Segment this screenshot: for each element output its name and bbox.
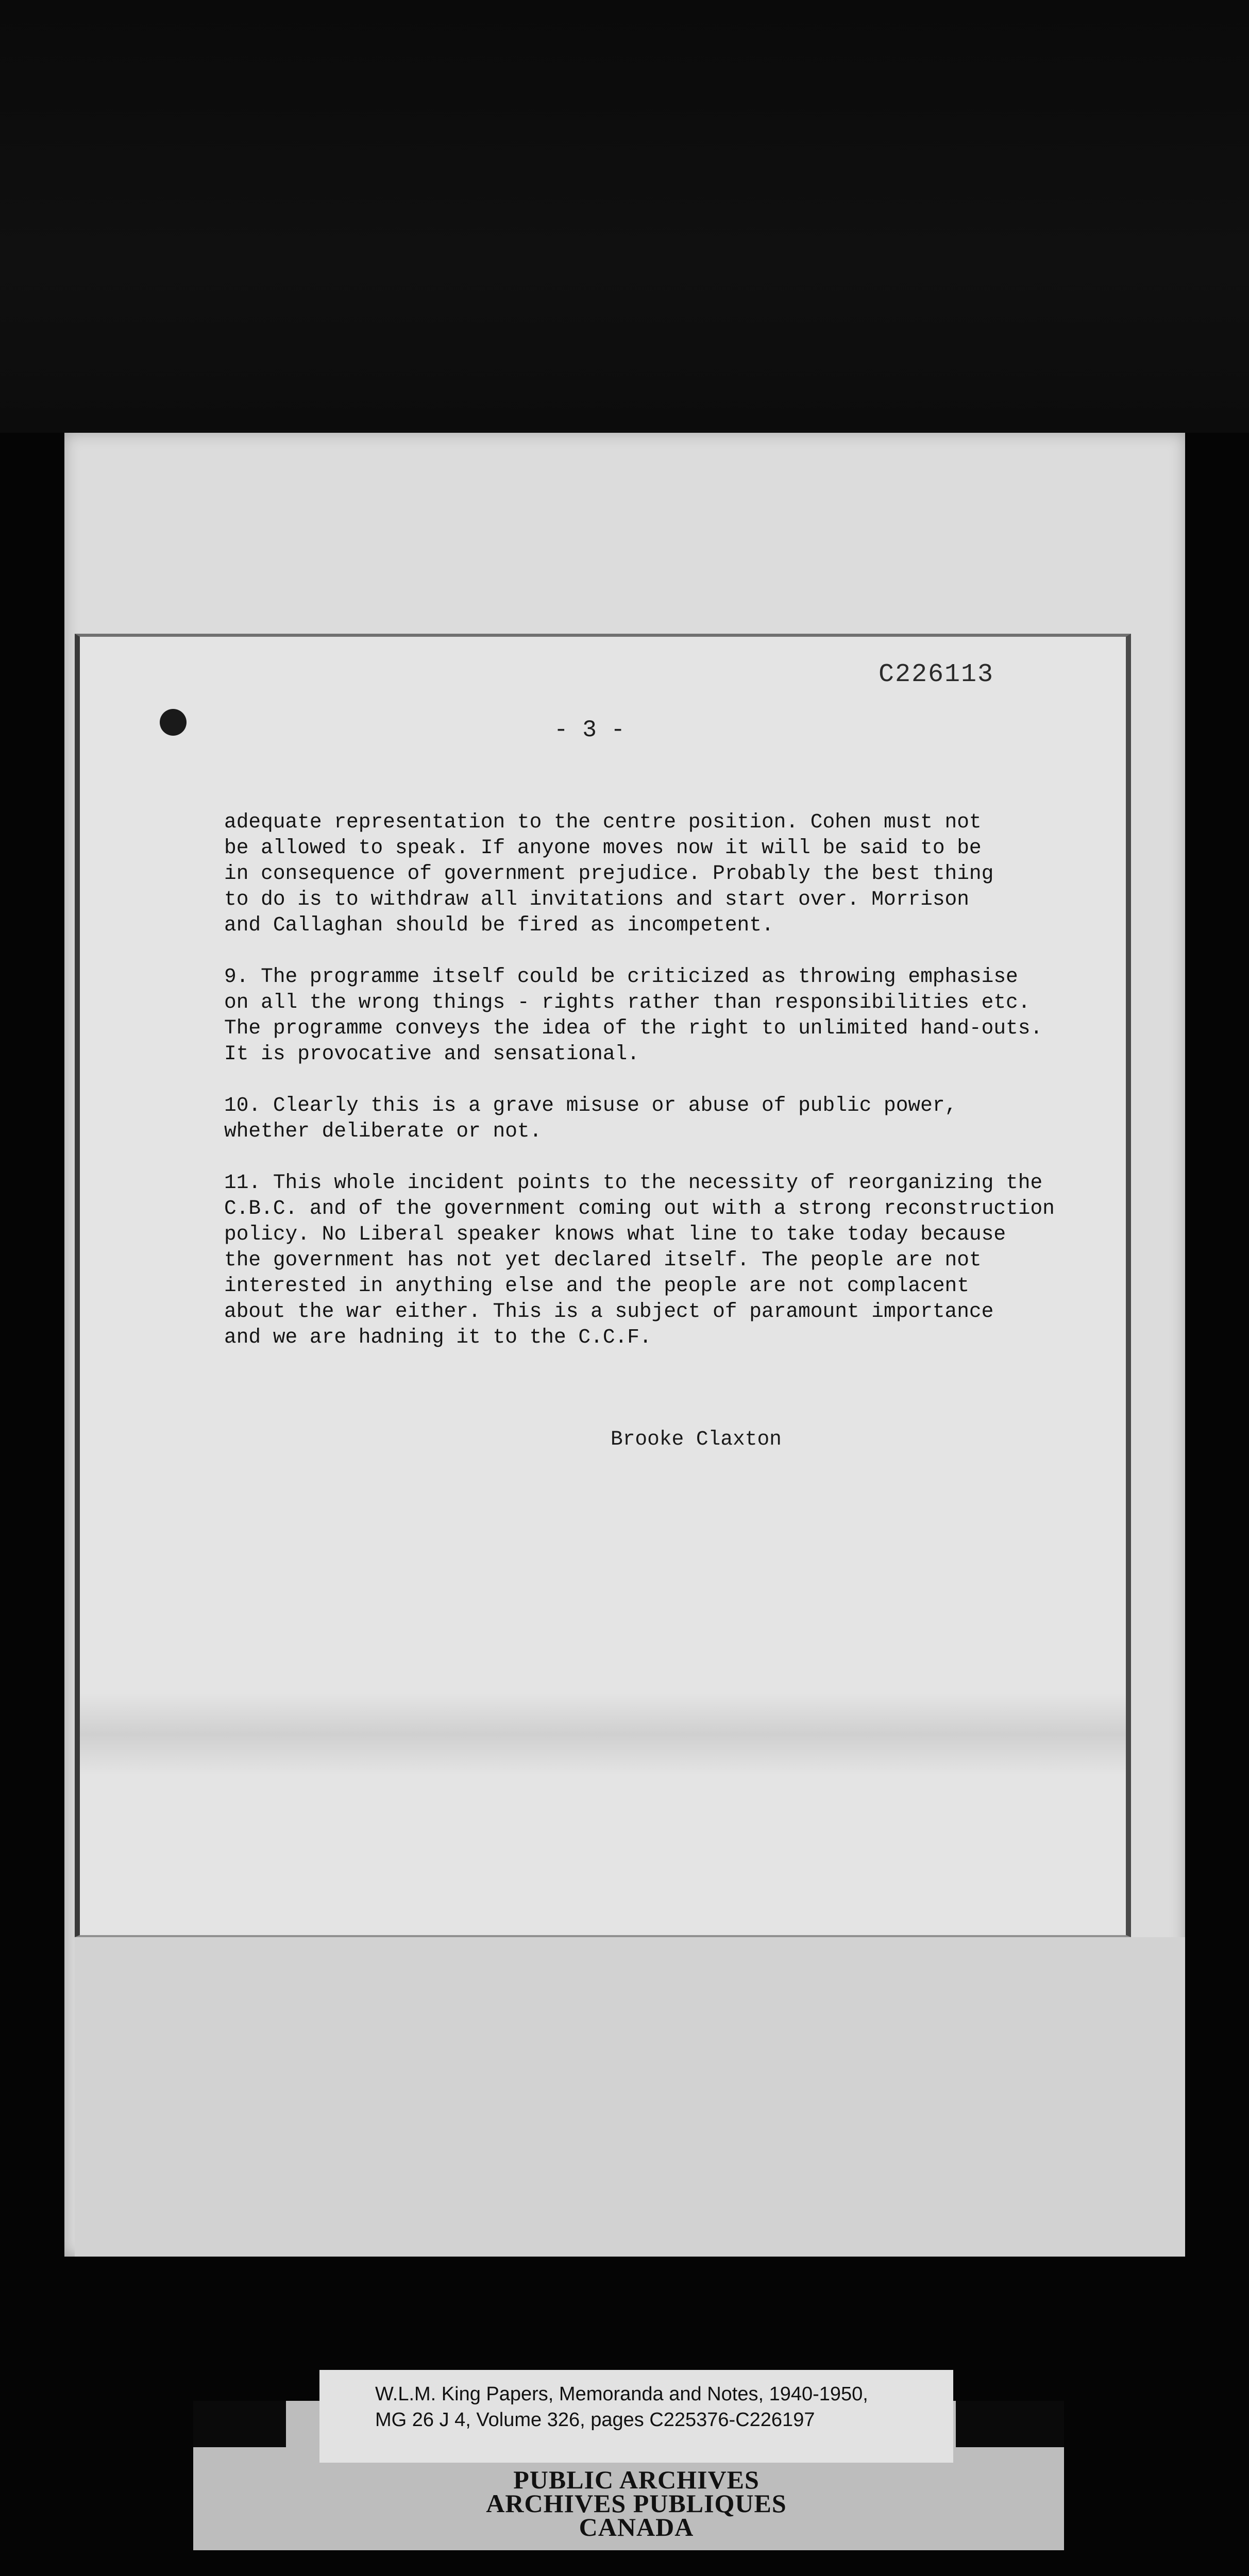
text-line: in consequence of government prejudice. Probably the best thing	[224, 862, 994, 885]
folder-sheet-lower	[75, 1937, 1185, 2257]
punch-hole	[160, 709, 187, 736]
memo-body	[224, 809, 1110, 1376]
text-line: be allowed to speak. If anyone moves now it will be said to be	[224, 836, 982, 859]
collection-label-line: MG 26 J 4, Volume 326, pages C225376-C226197	[375, 2409, 815, 2431]
text-line: the government has not yet declared itself. The people are not	[224, 1248, 982, 1272]
label-bar-notch-left	[193, 2401, 286, 2447]
text-line: and we are hadning it to the C.C.F.	[224, 1326, 652, 1349]
collection-label	[319, 2370, 953, 2463]
paragraph-11	[224, 1170, 1110, 1350]
document-number: C226113	[879, 660, 994, 689]
paragraph-continuation	[224, 809, 1110, 938]
archive-stamp-line: PUBLIC ARCHIVES	[513, 2465, 759, 2494]
text-line: about the war either. This is a subject of paramount importance	[224, 1300, 994, 1323]
scanner-backdrop	[0, 0, 1249, 433]
text-line: C.B.C. and of the government coming out with a strong reconstruction	[224, 1197, 1055, 1220]
paragraph-9	[224, 964, 1110, 1067]
paragraph-10	[224, 1093, 1110, 1144]
collection-label-line: W.L.M. King Papers, Memoranda and Notes, 1940-1950,	[375, 2383, 868, 2405]
memo-page	[75, 634, 1131, 1937]
text-line: policy. No Liberal speaker knows what line to take today because	[224, 1223, 1006, 1246]
text-line: and Callaghan should be fired as incompetent.	[224, 913, 774, 937]
text-line: on all the wrong things - rights rather than responsibilities etc.	[224, 991, 1031, 1014]
text-line: It is provocative and sensational.	[224, 1042, 639, 1065]
signature: Brooke Claxton	[611, 1428, 782, 1451]
archive-stamp-line: CANADA	[579, 2513, 694, 2541]
page-number: - 3 -	[554, 717, 626, 743]
text-line: adequate representation to the centre position. Cohen must not	[224, 810, 982, 834]
text-line: 10. Clearly this is a grave misuse or abuse of public power,	[224, 1094, 957, 1117]
text-line: 9. The programme itself could be criticized as throwing emphasise	[224, 965, 1018, 988]
text-line: interested in anything else and the people are not complacent	[224, 1274, 969, 1297]
text-line: whether deliberate or not.	[224, 1120, 542, 1143]
text-line: to do is to withdraw all invitations and start over. Morrison	[224, 888, 969, 911]
text-line: The programme conveys the idea of the right to unlimited hand-outs.	[224, 1016, 1043, 1040]
label-bar-notch-right	[956, 2401, 1064, 2447]
archive-stamp	[319, 2465, 953, 2541]
archive-stamp-line: ARCHIVES PUBLIQUES	[486, 2489, 787, 2518]
text-line: 11. This whole incident points to the necessity of reorganizing the	[224, 1171, 1043, 1194]
